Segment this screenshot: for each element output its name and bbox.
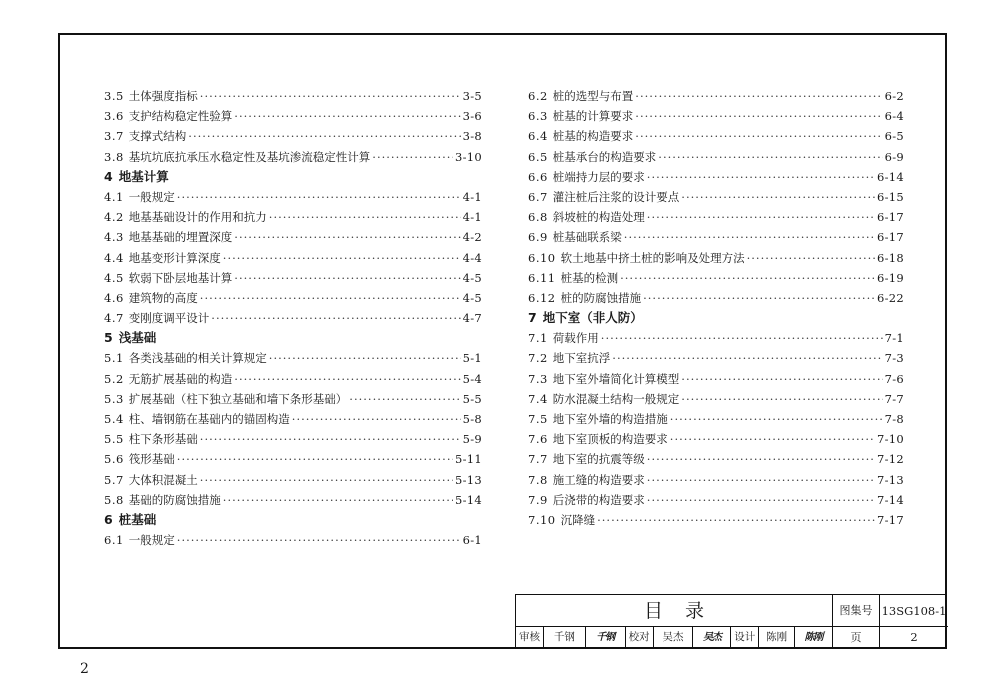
dot-leader — [372, 147, 453, 167]
section-number: 6.10 — [528, 250, 556, 265]
dot-leader — [200, 86, 461, 106]
section-title: 一般规定 — [128, 189, 175, 204]
dot-leader — [269, 348, 461, 368]
section-number: 6.8 — [528, 210, 548, 225]
chapter-number: 7 — [528, 310, 537, 326]
section-page: 7-7 — [884, 391, 904, 406]
sheet-number: 2 — [80, 661, 89, 677]
toc-entry — [528, 348, 904, 368]
section-number: 6.9 — [528, 230, 548, 245]
section-number: 4.5 — [104, 270, 124, 285]
section-number: 6.2 — [528, 89, 548, 103]
design-name: 陈刚 — [759, 627, 795, 648]
atlas-number: 13SG108-1 — [880, 595, 948, 627]
section-title: 支护结构稳定性验算 — [128, 109, 233, 124]
dot-leader — [177, 449, 453, 469]
section-page: 4-5 — [462, 270, 482, 285]
section-page: 7-8 — [884, 412, 904, 426]
section-page: 4-7 — [462, 311, 482, 326]
toc-entry — [528, 429, 904, 449]
section-page: 5-1 — [462, 351, 482, 366]
section-page: 3-6 — [462, 109, 482, 124]
check-name: 吴杰 — [654, 627, 694, 648]
toc-chapter-heading — [104, 328, 482, 348]
section-title: 大体积混凝土 — [128, 472, 198, 487]
section-number: 7.3 — [528, 371, 548, 386]
section-title: 桩端持力层的要求 — [552, 169, 645, 184]
chapter-number: 4 — [104, 168, 113, 184]
section-page: 7-10 — [876, 432, 904, 447]
dot-leader — [188, 126, 460, 146]
toc-entry — [104, 449, 482, 469]
dot-leader — [635, 86, 882, 106]
dot-leader — [200, 429, 461, 449]
section-page: 7-1 — [884, 331, 904, 346]
toc-entry — [104, 227, 482, 247]
toc-entry — [104, 429, 482, 449]
toc-entry — [104, 86, 482, 106]
section-page: 6-19 — [876, 270, 904, 285]
dot-leader — [223, 248, 461, 268]
section-number: 5.4 — [104, 412, 124, 426]
section-title: 地下室外墙的构造措施 — [552, 412, 668, 426]
toc-entry — [528, 328, 904, 348]
section-number: 5.7 — [104, 472, 124, 487]
toc-entry — [104, 369, 482, 389]
dot-leader — [234, 106, 460, 126]
section-title: 一般规定 — [128, 533, 175, 548]
section-number: 6.6 — [528, 169, 548, 184]
toc-entry — [528, 126, 904, 146]
dot-leader — [681, 369, 882, 389]
section-page: 4-1 — [462, 189, 482, 204]
section-page: 3-10 — [454, 149, 482, 164]
section-number: 4.6 — [104, 290, 124, 305]
dot-leader — [670, 429, 875, 449]
toc-entry — [528, 510, 904, 530]
section-number: 7.5 — [528, 412, 548, 426]
section-page: 7-6 — [884, 371, 904, 386]
section-title: 无筋扩展基础的构造 — [128, 371, 233, 386]
design-signature: 陈刚 — [804, 632, 823, 643]
section-number: 5.6 — [104, 452, 124, 467]
section-number: 7.2 — [528, 351, 548, 366]
page-label: 页 — [833, 627, 880, 648]
section-title: 桩基的构造要求 — [552, 129, 634, 144]
section-title: 地下室顶板的构造要求 — [552, 432, 668, 447]
section-title: 基础的防腐蚀措施 — [128, 492, 221, 507]
section-page: 7-13 — [876, 472, 904, 487]
section-page: 5-14 — [454, 492, 482, 507]
section-title: 地下室的抗震等级 — [552, 452, 645, 467]
signature-row — [516, 627, 833, 648]
section-title: 软土地基中挤土桩的影响及处理方法 — [560, 250, 745, 265]
chapter-title: 桩基础 — [118, 511, 157, 527]
dot-leader — [177, 530, 461, 550]
toc-entry — [104, 348, 482, 368]
section-title: 软弱下卧层地基计算 — [128, 270, 233, 285]
toc-entry — [528, 147, 904, 167]
document-title: 目录 — [516, 595, 833, 627]
toc-entry — [528, 409, 904, 429]
section-number: 6.7 — [528, 189, 548, 204]
section-title: 桩基的检测 — [560, 270, 619, 285]
toc-entry — [104, 187, 482, 207]
section-title: 后浇带的构造要求 — [552, 492, 645, 507]
section-title: 沉降缝 — [560, 512, 596, 527]
toc-entry — [528, 248, 904, 268]
toc-entry — [528, 490, 904, 510]
toc-entry — [528, 86, 904, 106]
section-page: 4-1 — [462, 210, 482, 225]
dot-leader — [601, 328, 883, 348]
toc-entry — [528, 449, 904, 469]
dot-leader — [612, 348, 882, 368]
review-label: 审核 — [516, 627, 544, 648]
section-number: 5.8 — [104, 492, 124, 507]
dot-leader — [647, 207, 875, 227]
dot-leader — [234, 227, 460, 247]
section-page: 3-5 — [462, 89, 482, 103]
toc-entry — [104, 470, 482, 490]
toc-entry — [528, 470, 904, 490]
section-page: 6-17 — [876, 230, 904, 245]
toc-entry — [104, 530, 482, 550]
dot-leader — [269, 207, 461, 227]
section-number: 4.7 — [104, 311, 124, 326]
dot-leader — [635, 106, 882, 126]
toc-entry — [528, 369, 904, 389]
section-title: 桩的选型与布置 — [552, 89, 634, 103]
toc-chapter-heading — [528, 308, 904, 328]
dot-leader — [658, 147, 882, 167]
dot-leader — [635, 126, 882, 146]
section-number: 7.10 — [528, 512, 556, 527]
section-page: 3-8 — [462, 129, 482, 144]
section-number: 7.4 — [528, 391, 548, 406]
section-title: 建筑物的高度 — [128, 290, 198, 305]
section-title: 扩展基础（柱下独立基础和墙下条形基础） — [128, 391, 348, 406]
section-page: 6-2 — [884, 89, 904, 103]
section-title: 柱下条形基础 — [128, 432, 198, 447]
section-page: 7-17 — [876, 512, 904, 527]
section-title: 基坑坑底抗承压水稳定性及基坑渗流稳定性计算 — [128, 149, 371, 164]
chapter-number: 5 — [104, 330, 113, 346]
section-title: 地下室外墙简化计算模型 — [552, 371, 680, 386]
dot-leader — [624, 227, 875, 247]
dot-leader — [292, 409, 461, 429]
dot-leader — [234, 369, 460, 389]
section-title: 荷载作用 — [552, 331, 599, 346]
section-number: 6.11 — [528, 270, 556, 285]
atlas-number-label: 图集号 — [833, 595, 880, 627]
page-number: 2 — [910, 630, 918, 644]
section-page: 4-5 — [462, 290, 482, 305]
dot-leader — [349, 389, 460, 409]
section-number: 7.6 — [528, 432, 548, 447]
section-number: 5.5 — [104, 432, 124, 447]
section-title: 土体强度指标 — [128, 89, 198, 103]
section-title: 桩基础联系梁 — [552, 230, 622, 245]
section-page: 6-5 — [884, 129, 904, 144]
section-page: 7-3 — [884, 351, 904, 366]
check-signature: 吴杰 — [693, 627, 731, 648]
toc-entry — [528, 268, 904, 288]
dot-leader — [670, 409, 883, 429]
toc-entry — [104, 106, 482, 126]
dot-leader — [620, 268, 875, 288]
section-title: 施工缝的构造要求 — [552, 472, 645, 487]
dot-leader — [647, 167, 875, 187]
toc-right-column — [528, 86, 904, 530]
section-number: 3.6 — [104, 109, 124, 124]
section-number: 4.2 — [104, 210, 124, 225]
dot-leader — [681, 187, 875, 207]
section-number: 4.3 — [104, 230, 124, 245]
section-title: 变刚度调平设计 — [128, 311, 210, 326]
design-label: 设计 — [731, 627, 759, 648]
section-page: 6-9 — [884, 149, 904, 164]
dot-leader — [211, 308, 460, 328]
toc-entry — [104, 126, 482, 146]
section-page: 5-11 — [454, 452, 482, 467]
section-title: 地基基础设计的作用和抗力 — [128, 210, 267, 225]
toc-entry — [104, 389, 482, 409]
review-name: 千钢 — [544, 627, 586, 648]
toc-entry — [528, 288, 904, 308]
toc-entry — [528, 106, 904, 126]
section-title: 防水混凝土结构一般规定 — [552, 391, 680, 406]
dot-leader — [597, 510, 875, 530]
toc-entry — [528, 227, 904, 247]
section-page: 6-4 — [884, 109, 904, 124]
section-title: 地下室抗浮 — [552, 351, 611, 366]
dot-leader — [177, 187, 461, 207]
dot-leader — [200, 470, 453, 490]
toc-entry — [528, 167, 904, 187]
chapter-title: 浅基础 — [118, 330, 157, 346]
toc-entry — [528, 207, 904, 227]
section-page: 7-12 — [876, 452, 904, 467]
toc-entry — [528, 187, 904, 207]
section-title: 筏形基础 — [128, 452, 175, 467]
section-title: 斜坡桩的构造处理 — [552, 210, 645, 225]
section-title: 桩基的计算要求 — [552, 109, 634, 124]
section-number: 5.3 — [104, 391, 124, 406]
title-block — [515, 594, 947, 649]
section-title: 各类浅基础的相关计算规定 — [128, 351, 267, 366]
section-title: 桩的防腐蚀措施 — [560, 290, 642, 305]
section-number: 6.4 — [528, 129, 548, 144]
toc-chapter-heading — [104, 167, 482, 187]
toc-entry — [104, 207, 482, 227]
dot-leader — [223, 490, 453, 510]
section-page: 6-15 — [876, 189, 904, 204]
toc-entry — [528, 389, 904, 409]
section-title: 地基变形计算深度 — [128, 250, 221, 265]
section-page: 5-5 — [462, 391, 482, 406]
review-signature: 千钢 — [586, 627, 626, 648]
section-number: 7.7 — [528, 452, 548, 467]
toc-entry — [104, 308, 482, 328]
section-page: 7-14 — [876, 492, 904, 507]
section-number: 6.12 — [528, 290, 556, 305]
dot-leader — [647, 490, 875, 510]
section-title: 地基基础的埋置深度 — [128, 230, 233, 245]
dot-leader — [643, 288, 875, 308]
section-number: 6.3 — [528, 109, 548, 124]
toc-entry — [104, 147, 482, 167]
section-title: 支撑式结构 — [128, 129, 187, 144]
section-page: 6-22 — [876, 290, 904, 305]
section-number: 7.1 — [528, 331, 548, 346]
section-number: 4.1 — [104, 189, 124, 204]
toc-entry — [104, 268, 482, 288]
section-page: 6-1 — [462, 533, 482, 548]
section-page: 6-17 — [876, 210, 904, 225]
dot-leader — [681, 389, 882, 409]
section-number: 6.1 — [104, 533, 124, 548]
section-page: 5-8 — [462, 412, 482, 426]
toc-entry — [104, 409, 482, 429]
toc-chapter-heading — [104, 510, 482, 530]
dot-leader — [647, 470, 875, 490]
section-number: 3.8 — [104, 149, 124, 164]
section-page: 6-18 — [876, 250, 904, 265]
chapter-number: 6 — [104, 511, 113, 527]
chapter-title: 地基计算 — [118, 168, 169, 184]
dot-leader — [647, 449, 875, 469]
section-title: 柱、墙钢筋在基础内的锚固构造 — [128, 412, 290, 426]
dot-leader — [234, 268, 460, 288]
section-number: 7.9 — [528, 492, 548, 507]
section-number: 5.1 — [104, 351, 124, 366]
section-page: 6-14 — [876, 169, 904, 184]
toc-entry — [104, 288, 482, 308]
section-number: 4.4 — [104, 250, 124, 265]
toc-entry — [104, 248, 482, 268]
section-title: 灌注桩后注浆的设计要点 — [552, 189, 680, 204]
dot-leader — [747, 248, 875, 268]
section-page: 5-9 — [462, 432, 482, 447]
section-page: 5-4 — [462, 371, 482, 386]
section-page: 5-13 — [454, 472, 482, 487]
section-number: 6.5 — [528, 149, 548, 164]
section-number: 5.2 — [104, 371, 124, 386]
section-number: 3.7 — [104, 129, 124, 144]
section-number: 7.8 — [528, 472, 548, 487]
toc-left-column — [104, 86, 482, 550]
chapter-title: 地下室（非人防） — [542, 310, 643, 326]
dot-leader — [200, 288, 461, 308]
section-page: 4-4 — [462, 250, 482, 265]
toc-entry — [104, 490, 482, 510]
check-label: 校对 — [626, 627, 654, 648]
section-page: 4-2 — [462, 230, 482, 245]
section-number: 3.5 — [104, 89, 124, 103]
section-title: 桩基承台的构造要求 — [552, 149, 657, 164]
